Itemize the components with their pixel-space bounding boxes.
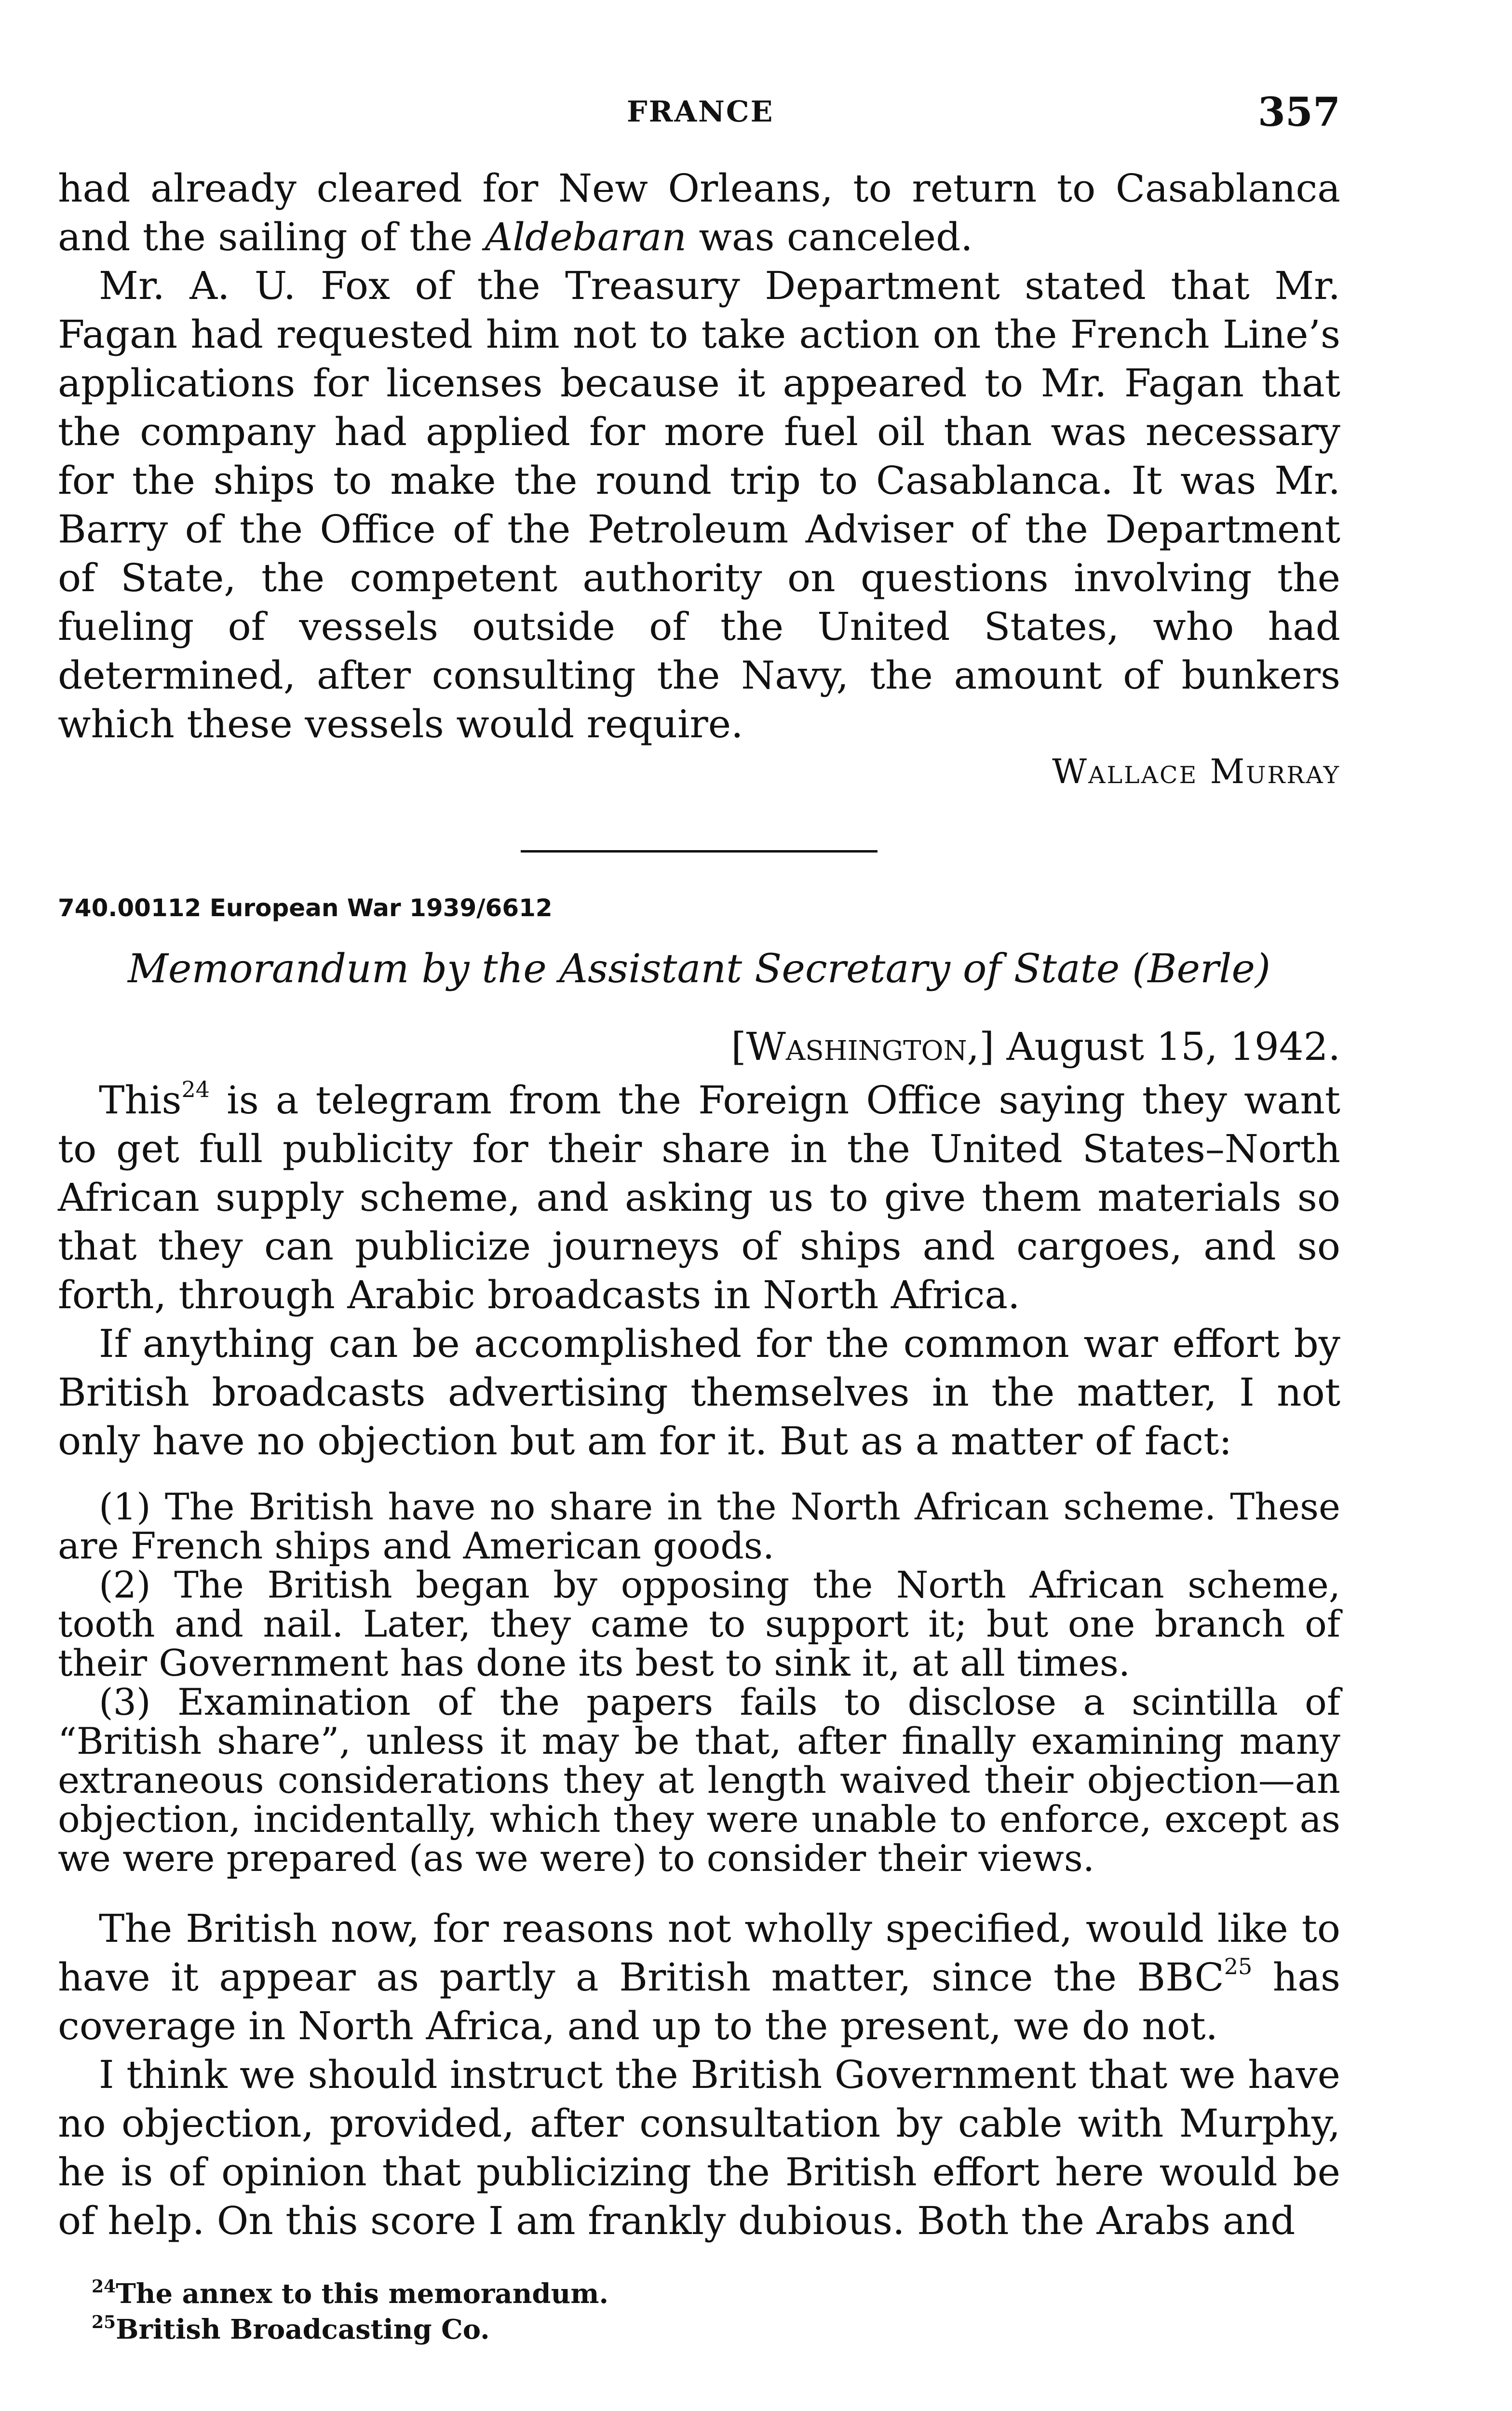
footnote — [58, 2312, 1340, 2347]
page-body — [58, 164, 1340, 2245]
dateline-date: August 15, 1942. — [994, 1024, 1340, 1069]
paragraph-text: has coverage in North Africa, and up to the present, we do not. — [58, 1955, 1341, 2048]
footnotes — [58, 2276, 1340, 2347]
memo-title: Memorandum by the Assistant Secretary of State (Berle) — [127, 946, 1271, 992]
footnote-text: British Broadcasting Co. — [116, 2314, 490, 2345]
closing-paragraphs — [58, 1904, 1340, 2245]
paragraph: I think we should instruct the British Government that we have no objection, provided, after consultation by cable with Murphy, he is of opinion that publicizing the British effort here would be of help. On this score I am frankly dubious. Both the Arabs and — [58, 2052, 1340, 2243]
numbered-list — [58, 1487, 1340, 1878]
page-number: 357 — [1257, 89, 1340, 135]
running-head: FRANCE — [627, 95, 774, 129]
signature: Wallace Murray — [1052, 752, 1340, 791]
paragraph-text: had already cleared for New Orleans, to return to Casablanca and the sailing of the — [58, 166, 1340, 259]
continued-paragraph — [58, 164, 1340, 261]
section-divider — [521, 850, 878, 853]
list-item: (1) The British have no share in the North African scheme. These are French ships and American goods. — [58, 1485, 1340, 1567]
dateline-place: [Washington,] — [731, 1024, 995, 1069]
footnote-ref: 25 — [1224, 1953, 1253, 1979]
paragraph-text: This — [99, 1078, 182, 1123]
dateline — [58, 1022, 1340, 1071]
footnote-number: 25 — [92, 2312, 116, 2332]
paragraph: Mr. A. U. Fox of the Treasury Department stated that Mr. Fagan had requested him not to take action on the French Line’s applications for licenses because it appeared to Mr. Fagan that the company had applied for more fuel oil than was necessary for the ships to make the round trip to Casablanca. It was Mr. Barry of the Office of the Petroleum Adviser of the Department of State, the competent authority on questions involving the fueling of vessels outside of the United States, who had determined, after consulting the Navy, the amount of bunkers which these vessels would require. — [58, 263, 1340, 746]
footnote-number: 24 — [92, 2276, 116, 2297]
paragraph-text: is a telegram from the Foreign Office saying they want to get full publicity for their share in the United States–North African supply scheme, and asking us to give them materials so that they can publicize journeys of ships and cargoes, and so forth, through Arabic broadcasts in North Africa. — [58, 1078, 1340, 1317]
paragraph: If anything can be accomplished for the common war effort by British broadcasts advertising themselves in the matter, I not only have no objection but am for it. But as a matter of fact: — [58, 1321, 1340, 1463]
footnote-text: The annex to this memorandum. — [116, 2278, 609, 2310]
list-item: (3) Examination of the papers fails to disclose a scintilla of “British share”, unless it may be that, after finally examining many extraneous considerations they at length waived their objection—an objection, incidentally, which they were unable to enforce, except as we were prepared (as we were) to consider their views. — [58, 1680, 1340, 1880]
page-header — [58, 89, 1340, 142]
ship-name: Aldebaran — [485, 215, 687, 259]
footnote — [58, 2276, 1340, 2312]
paragraph — [58, 1076, 1340, 1319]
paragraph — [58, 1904, 1340, 2050]
paragraph-text: The British now, for reasons not wholly specified, would like to have it appear as partly a British matter, since the BBC — [58, 1906, 1340, 2000]
list-item: (2) The British began by opposing the North African scheme, tooth and nail. Later, they came to support it; but one branch of their Government has done its best to sink it, at all times. — [58, 1563, 1340, 1684]
file-number: 740.00112 European War 1939/6612 — [58, 894, 553, 922]
paragraph-text: was canceled. — [686, 215, 973, 259]
footnote-ref: 24 — [181, 1076, 210, 1102]
